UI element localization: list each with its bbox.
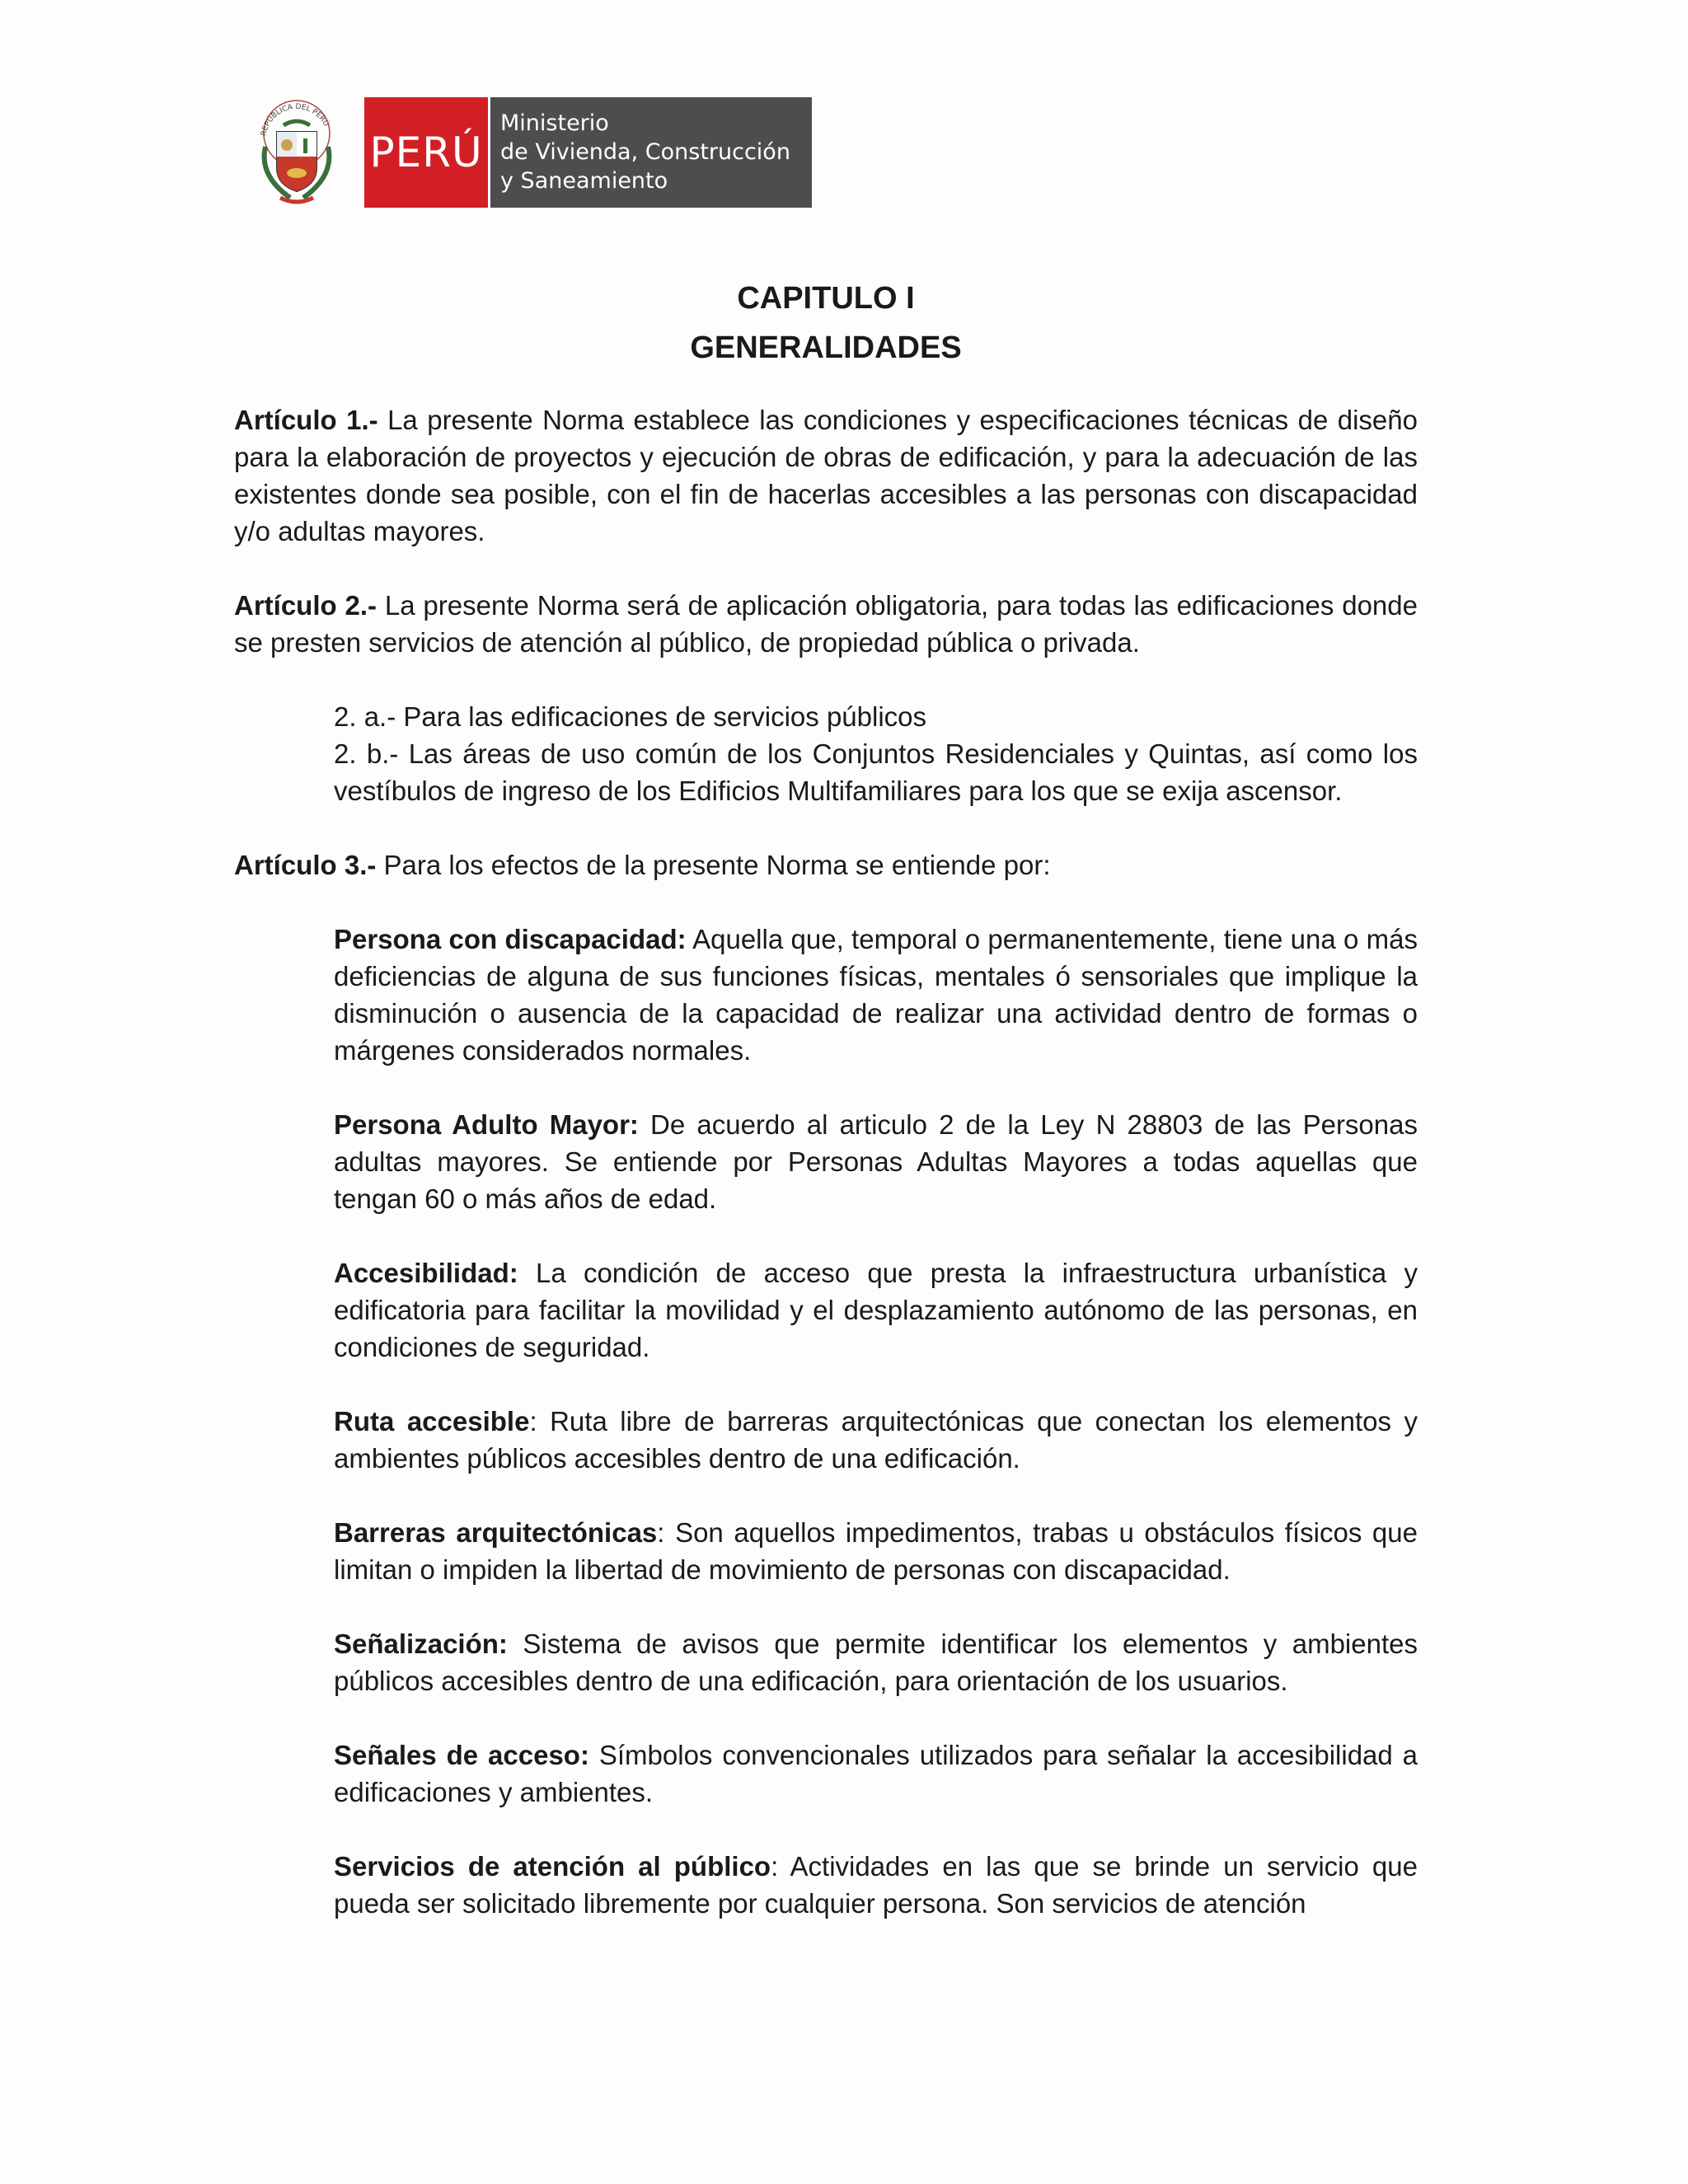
definition-item (334, 921, 1418, 1069)
article-1-label: Artículo 1.- (234, 405, 378, 435)
definition-text: : Son aquellos impedimentos, trabas u obstáculos físicos que limitan o impiden la libertad de movimiento de personas con discapacidad. (334, 1517, 1418, 1585)
definition-term: Persona con discapacidad: (334, 924, 687, 954)
definition-text: : Ruta libre de barreras arquitectónicas que conectan los elementos y ambientes públicos accesibles dentro de una edificación. (334, 1406, 1418, 1474)
definition-text: Sistema de avisos que permite identificar los elementos y ambientes públicos accesibles dentro de una edificación, para orientación de los usuarios. (334, 1629, 1418, 1696)
article-1-text: La presente Norma establece las condiciones y especificaciones técnicas de diseño para la elaboración de proyectos y ejecución de obras de edificación, y para la adecuación de las existentes donde sea posible, con el fin de hacerlas accesibles a las personas con discapacidad y/o adultas mayores. (234, 405, 1418, 546)
definition-text: Aquella que, temporal o permanentemente, tiene una o más deficiencias de alguna de sus funciones físicas, mentales ó sensoriales que implique la disminución o ausencia de la capacidad de realizar una actividad dentro de formas o márgenes considerados normales. (334, 924, 1418, 1066)
definition-text: Símbolos convencionales utilizados para señalar la accesibilidad a edificaciones y ambientes. (334, 1740, 1418, 1807)
ministry-name-block (490, 97, 812, 208)
ministry-line-2: de Vivienda, Construcción (500, 139, 790, 165)
definition-text: De acuerdo al articulo 2 de la Ley N 28803 de las Personas adultas mayores. Se entiende por Personas Adultas Mayores a todas aquellas que tengan 60 o más años de edad. (334, 1109, 1418, 1214)
svg-text:REPÚBLICA DEL PERÚ: REPÚBLICA DEL PERÚ (260, 102, 331, 137)
definition-term: Señales de acceso: (334, 1740, 589, 1770)
article-2-text: La presente Norma será de aplicación obligatoria, para todas las edificaciones donde se presten servicios de atención al público, de propiedad pública o privada. (234, 590, 1418, 658)
definition-item (334, 1106, 1418, 1217)
definition-item (334, 1625, 1418, 1699)
chapter-number: CAPITULO I (737, 281, 915, 316)
article-1 (234, 401, 1418, 550)
definition-term: Persona Adulto Mayor: (334, 1109, 639, 1140)
article-3-label: Artículo 3.- (234, 850, 377, 880)
article-2-label: Artículo 2.- (234, 590, 377, 621)
definition-term: Accesibilidad: (334, 1258, 518, 1288)
definition-text: La condición de acceso que presta la infraestructura urbanística y edificatoria para facilitar la movilidad y el desplazamiento autónomo de las personas, en condiciones de seguridad. (334, 1258, 1418, 1362)
article-2-item-a: 2. a.- Para las edificaciones de servicios públicos (334, 701, 927, 732)
coat-of-arms-logo (247, 97, 346, 209)
article-3-text: Para los efectos de la presente Norma se entiende por: (376, 850, 1051, 880)
letterhead (247, 97, 812, 209)
definition-term: Ruta accesible (334, 1406, 530, 1436)
definition-text: : Actividades en las que se brinde un servicio que pueda ser solicitado libremente por cualquier persona. Son servicios de atención (334, 1851, 1418, 1919)
chapter-heading: GENERALIDADES (690, 330, 962, 365)
ministry-line-1: Ministerio (500, 110, 609, 136)
definition-term: Barreras arquitectónicas (334, 1517, 658, 1548)
definition-item (334, 1736, 1418, 1811)
article-2-item-b: 2. b.- Las áreas de uso común de los Conjuntos Residenciales y Quintas, así como los vestíbulos de ingreso de los Edificios Multifamiliares para los que se exija ascensor. (334, 738, 1418, 806)
definition-item (334, 1848, 1418, 1922)
definition-term: Señalización: (334, 1629, 508, 1659)
article-3 (234, 846, 1418, 883)
ministry-line-3: y Saneamiento (500, 168, 668, 194)
peru-wordmark: PERÚ (364, 97, 488, 208)
definition-item (334, 1254, 1418, 1366)
chapter-title (234, 274, 1418, 373)
definition-item (334, 1514, 1418, 1588)
definition-item (334, 1403, 1418, 1477)
definition-term: Servicios de atención al público (334, 1851, 771, 1882)
article-2 (234, 587, 1418, 661)
document-body (234, 274, 1418, 1922)
